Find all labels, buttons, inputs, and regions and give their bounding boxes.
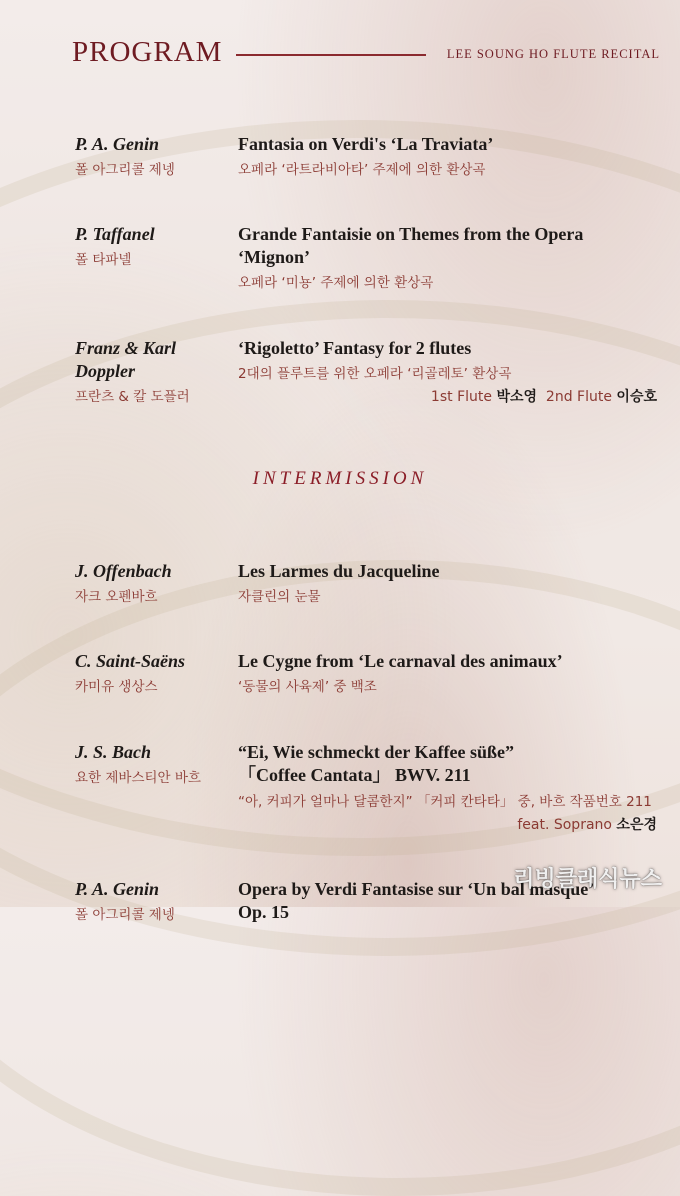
work-title: Le Cygne from ‘Le carnaval des animaux’	[238, 651, 563, 671]
composer-name-korean: 폴 아그리콜 제넹	[75, 162, 175, 178]
performer-name: 소은경	[616, 817, 657, 833]
composer-name-korean: 카미유 생상스	[75, 679, 158, 695]
page-title: PROGRAM	[72, 36, 223, 68]
composer-name-korean: 폴 타파넬	[75, 252, 132, 268]
performer-name: 박소영	[496, 389, 538, 405]
composer-name: C. Saint-Saëns	[75, 651, 186, 671]
work-title: Fantasia on Verdi's ‘La Traviata’	[238, 134, 494, 154]
work-title-korean: 2대의 플루트를 위한 오페라 ‘리골레토’ 환상곡	[238, 366, 512, 382]
performer-role: feat. Soprano	[517, 817, 612, 833]
performer-role: 1st Flute	[430, 389, 492, 405]
composer-name: P. Taffanel	[75, 224, 155, 244]
composer-name: P. A. Genin	[75, 879, 160, 899]
work-title-korean: ‘동물의 사육제’ 중 백조	[238, 679, 377, 695]
program-header	[72, 36, 660, 76]
composer-name-korean: 요한 제바스티안 바흐	[75, 770, 201, 786]
recital-title: LEE SOUNG HO FLUTE RECITAL	[446, 47, 660, 61]
header-divider	[236, 54, 426, 56]
composer-name: P. A. Genin	[75, 134, 160, 154]
work-title-line2: 「Coffee Cantata」 BWV. 211	[238, 765, 471, 785]
work-title-korean: 오페라 ‘라트라비아타’ 주제에 의한 환상곡	[238, 162, 486, 178]
work-title: Opera by Verdi Fantasise sur ‘Un bal masque’	[238, 879, 595, 899]
composer-name-korean: 폴 아그리콜 제넹	[75, 907, 175, 923]
work-title-korean: 오페라 ‘미뇽’ 주제에 의한 환상곡	[238, 275, 434, 291]
performer-role: 2nd Flute	[545, 389, 612, 405]
performers	[517, 814, 657, 834]
work-title: Les Larmes du Jacqueline	[238, 561, 440, 581]
composer-name: J. S. Bach	[75, 742, 152, 762]
composer-name-korean: 자크 오펜바흐	[75, 589, 158, 605]
work-title: ‘Rigoletto’ Fantasy for 2 flutes	[238, 338, 472, 358]
intermission-heading: INTERMISSION	[252, 468, 428, 489]
watermark-logo: 리빙클래식뉴스	[513, 867, 662, 892]
composer-name-korean: 프란츠 & 칼 도플러	[75, 389, 190, 405]
work-title-korean: “아, 커피가 얼마나 달콤한지” 「커피 칸타타」 중, 바흐 작품번호 211	[238, 794, 652, 810]
performers	[431, 386, 657, 406]
work-title-line2: Op. 15	[238, 902, 290, 922]
work-title: Grande Fantaisie on Themes from the Opera ‘Mignon’	[238, 224, 584, 267]
composer-name: Franz & Karl Doppler	[75, 338, 177, 381]
work-title-korean: 자클린의 눈물	[238, 589, 321, 605]
performer-name: 이승호	[616, 389, 657, 405]
work-title: “Ei, Wie schmeckt der Kaffee süße”	[238, 742, 514, 762]
composer-name: J. Offenbach	[75, 561, 172, 581]
